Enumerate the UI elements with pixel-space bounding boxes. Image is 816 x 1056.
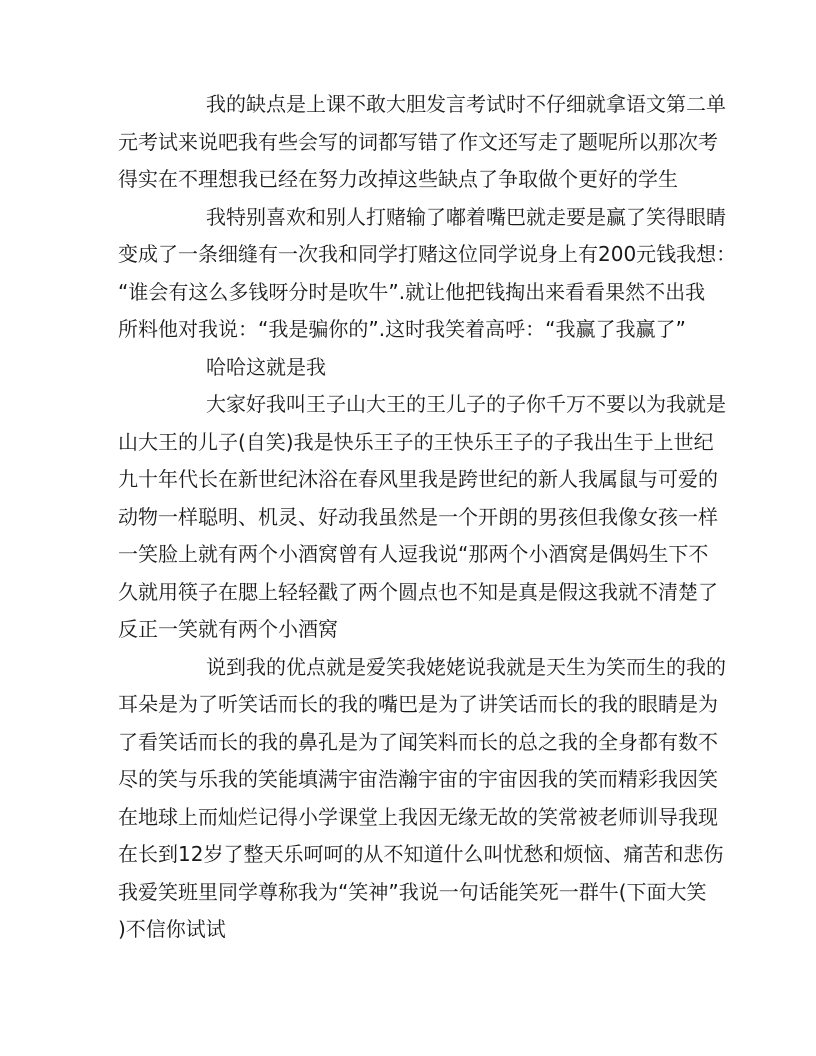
paragraph-introduction: [118, 386, 726, 649]
text-line: 所料他对我说：“我是骗你的”.这时我笑着高呼：“我赢了我赢了”: [118, 317, 686, 341]
text-line: 了看笑话而长的我的鼻孔是为了闻笑料而长的总之我的全身都有数不: [118, 729, 718, 754]
text-line: 动物一样聪明、机灵、好动我虽然是一个开朗的男孩但我像女孩一样: [118, 504, 718, 529]
text-line: 山大王的儿子(自笑)我是快乐王子的王快乐王子的子我出生于上世纪: [118, 429, 714, 454]
text-line: 在地球上而灿烂记得小学课堂上我因无缘无故的笑常被老师训导我现: [118, 804, 718, 829]
text-line: 尽的笑与乐我的笑能填满宇宙浩瀚宇宙的宇宙因我的笑而精彩我因笑: [118, 767, 718, 791]
text-line: “谁会有这么多钱呀分时是吹牛”.就让他把钱掏出来看看果然不出我: [118, 279, 706, 304]
text-line: 九十年代长在新世纪沐浴在春风里我是跨世纪的新人我属鼠与可爱的: [118, 467, 718, 491]
text-line: 耳朵是为了听笑话而长的我的嘴巴是为了讲笑话而长的我的眼睛是为: [118, 692, 718, 716]
text-line: 得实在不理想我已经在努力改掉这些缺点了争取做个更好的学生: [118, 167, 678, 191]
paragraph-betting: [118, 199, 737, 349]
text-line: 我爱笑班里同学尊称我为“笑神”我说一句话能笑死一群牛(下面大笑: [118, 879, 707, 904]
paragraph-this-is-me: [118, 349, 698, 387]
text-line: 我的缺点是上课不敢大胆发言考试时不仔细就拿语文第二单: [206, 92, 726, 116]
text-line: 一笑脸上就有两个小酒窝曾有人逗我说“那两个小酒窝是偶妈生下不: [118, 542, 709, 566]
text-line: 说到我的优点就是爱笑我姥姥说我就是天生为笑而生的我的: [206, 654, 726, 679]
text-line: 在长到12岁了整天乐呵呵的从不知道什么叫忧愁和烦恼、痛苦和悲伤: [118, 842, 724, 866]
text-line: 哈哈这就是我: [206, 354, 326, 379]
document-body: [118, 86, 737, 949]
text-line: 久就用筷子在腮上轻轻戳了两个圆点也不知是真是假这我就不清楚了: [118, 579, 718, 604]
paragraph-strengths: [118, 649, 726, 949]
text-line: 元考试来说吧我有些会写的词都写错了作文还写走了题呢所以那次考: [118, 129, 718, 154]
text-line: 变成了一条细缝有一次我和同学打赌这位同学说身上有200元钱我想：: [118, 242, 737, 266]
paragraph-shortcomings: [118, 86, 726, 199]
text-line: 反正一笑就有两个小酒窝: [118, 617, 338, 641]
text-line: 大家好我叫王子山大王的王儿子的子你千万不要以为我就是: [206, 392, 726, 416]
text-line: 我特别喜欢和别人打赌输了嘟着嘴巴就走要是赢了笑得眼睛: [206, 204, 726, 229]
text-line: )不信你试试: [118, 917, 226, 941]
